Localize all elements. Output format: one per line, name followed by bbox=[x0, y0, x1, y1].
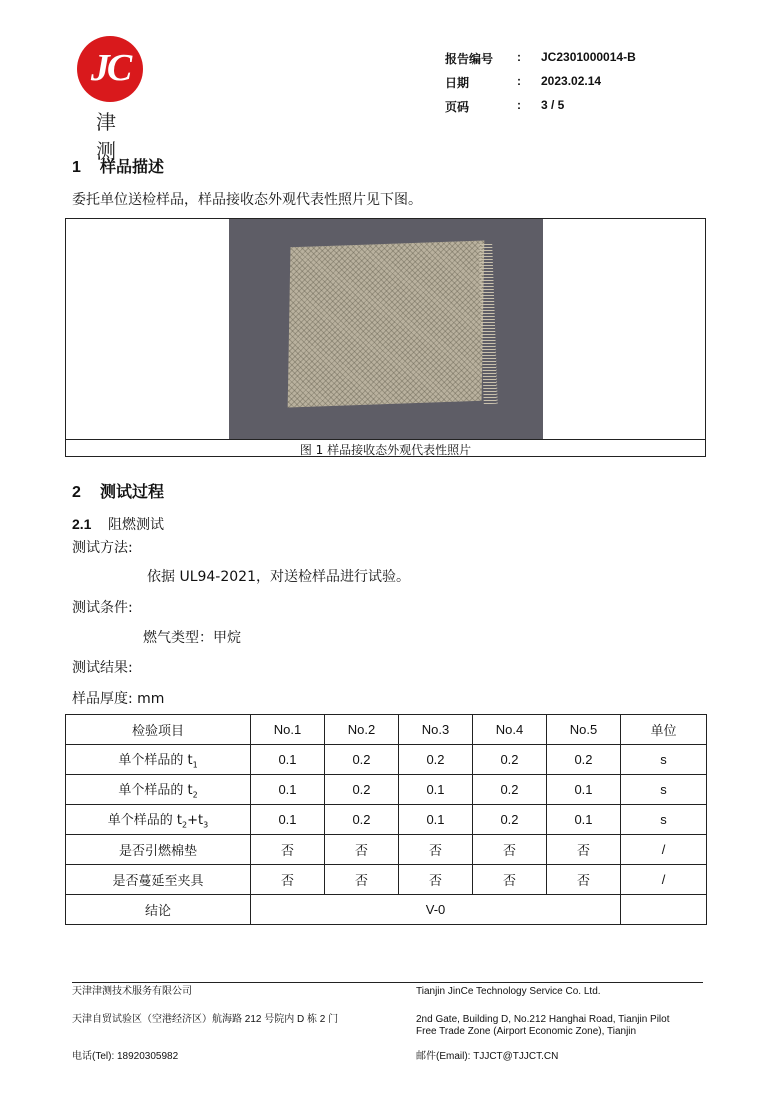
header-cell: No.5 bbox=[547, 715, 621, 745]
table-cell: 0.2 bbox=[399, 745, 473, 775]
header-cell: No.3 bbox=[399, 715, 473, 745]
logo-mark: JC bbox=[77, 36, 143, 102]
conclusion-value: V-0 bbox=[251, 895, 621, 925]
table-cell: 0.2 bbox=[325, 805, 399, 835]
table-cell: 0.1 bbox=[547, 775, 621, 805]
results-table bbox=[65, 714, 707, 925]
table-cell: 0.1 bbox=[399, 775, 473, 805]
figure-1 bbox=[65, 218, 706, 457]
sample-photo bbox=[229, 219, 543, 439]
table-cell: 0.1 bbox=[251, 745, 325, 775]
header-cell: No.4 bbox=[473, 715, 547, 745]
table-cell: 否 bbox=[251, 865, 325, 895]
table-cell: s bbox=[621, 775, 707, 805]
table-cell: 0.2 bbox=[547, 745, 621, 775]
footer-company-en: Tianjin JinCe Technology Service Co. Ltd. bbox=[416, 986, 601, 997]
table-cell: 0.2 bbox=[473, 805, 547, 835]
thickness-label: 样品厚度: mm bbox=[72, 691, 165, 707]
table-cell: 否 bbox=[547, 865, 621, 895]
table-cell: 0.2 bbox=[325, 745, 399, 775]
footer-company-cn: 天津津测技术服务有限公司 bbox=[72, 986, 192, 997]
method-text: 依据 UL94-2021，对送检样品进行试验。 bbox=[147, 569, 410, 585]
table-cell: 0.1 bbox=[251, 805, 325, 835]
meta-page: 页码 : 3 / 5 bbox=[445, 98, 565, 114]
table-header-row bbox=[66, 715, 707, 745]
footer-email: 邮件(Email): TJJCT@TJJCT.CN bbox=[416, 1051, 559, 1062]
table-cell: 否 bbox=[399, 865, 473, 895]
table-cell: s bbox=[621, 745, 707, 775]
table-cell: 0.1 bbox=[547, 805, 621, 835]
footer-divider bbox=[72, 982, 703, 983]
row-item: 单个样品的 $t_1$ bbox=[66, 745, 251, 775]
table-cell: 0.1 bbox=[399, 805, 473, 835]
report-meta bbox=[445, 50, 636, 122]
company-logo bbox=[75, 36, 145, 163]
result-label: 测试结果: bbox=[72, 660, 133, 676]
conclusion-row bbox=[66, 895, 707, 925]
table-cell: 否 bbox=[251, 835, 325, 865]
table-cell bbox=[621, 895, 707, 925]
footer-tel: 电话(Tel): 18920305982 bbox=[72, 1051, 179, 1062]
table-cell: 否 bbox=[399, 835, 473, 865]
conclusion-label: 结论 bbox=[66, 895, 251, 925]
meta-date: 日期 : 2023.02.14 bbox=[445, 74, 602, 90]
table-cell: 否 bbox=[325, 835, 399, 865]
footer-address-en: 2nd Gate, Building D, No.212 Hanghai Road, Tianjin Pilot Free Trade Zone (Airport Economic Zone), Tianjin bbox=[416, 1014, 670, 1037]
condition-label: 测试条件: bbox=[72, 600, 133, 616]
table-cell: 否 bbox=[473, 865, 547, 895]
condition-text: 燃气类型：甲烷 bbox=[143, 630, 241, 646]
table-cell: / bbox=[621, 835, 707, 865]
header-cell: No.1 bbox=[251, 715, 325, 745]
table-row bbox=[66, 805, 707, 835]
table-row bbox=[66, 775, 707, 805]
table-row bbox=[66, 835, 707, 865]
row-item: 单个样品的 $t_2$ bbox=[66, 775, 251, 805]
header-cell: 单位 bbox=[621, 715, 707, 745]
fabric-sample-image bbox=[288, 241, 485, 408]
table-cell: / bbox=[621, 865, 707, 895]
table-cell: 0.1 bbox=[251, 775, 325, 805]
header-cell: 检验项目 bbox=[66, 715, 251, 745]
row-item: 是否引燃棉垫 bbox=[66, 835, 251, 865]
table-cell: 0.2 bbox=[325, 775, 399, 805]
meta-report-number: 报告编号 : JC2301000014-B bbox=[445, 50, 636, 66]
table-cell: 0.2 bbox=[473, 775, 547, 805]
table-cell: 0.2 bbox=[473, 745, 547, 775]
logo-name: 津 测 bbox=[96, 110, 124, 163]
row-item: 是否蔓延至夹具 bbox=[66, 865, 251, 895]
table-row bbox=[66, 745, 707, 775]
subsection-2-1-heading: 2.1 阻燃测试 bbox=[72, 516, 164, 533]
figure-caption: 图 1 样品接收态外观代表性照片 bbox=[299, 443, 472, 457]
header-cell: No.2 bbox=[325, 715, 399, 745]
caption-divider bbox=[66, 439, 705, 440]
table-cell: 否 bbox=[473, 835, 547, 865]
table-cell: 否 bbox=[547, 835, 621, 865]
section-1-heading: 1 样品描述 bbox=[72, 157, 165, 176]
section-1-text: 委托单位送检样品，样品接收态外观代表性照片见下图。 bbox=[72, 192, 422, 208]
footer-address-cn: 天津自贸试验区（空港经济区）航海路 212 号院内 D 栋 2 门 bbox=[72, 1014, 339, 1025]
method-label: 测试方法: bbox=[72, 540, 133, 556]
section-2-heading: 2 测试过程 bbox=[72, 482, 165, 501]
row-item: 单个样品的 $t_2+t_3$ bbox=[66, 805, 251, 835]
table-cell: 否 bbox=[325, 865, 399, 895]
table-cell: s bbox=[621, 805, 707, 835]
table-row bbox=[66, 865, 707, 895]
